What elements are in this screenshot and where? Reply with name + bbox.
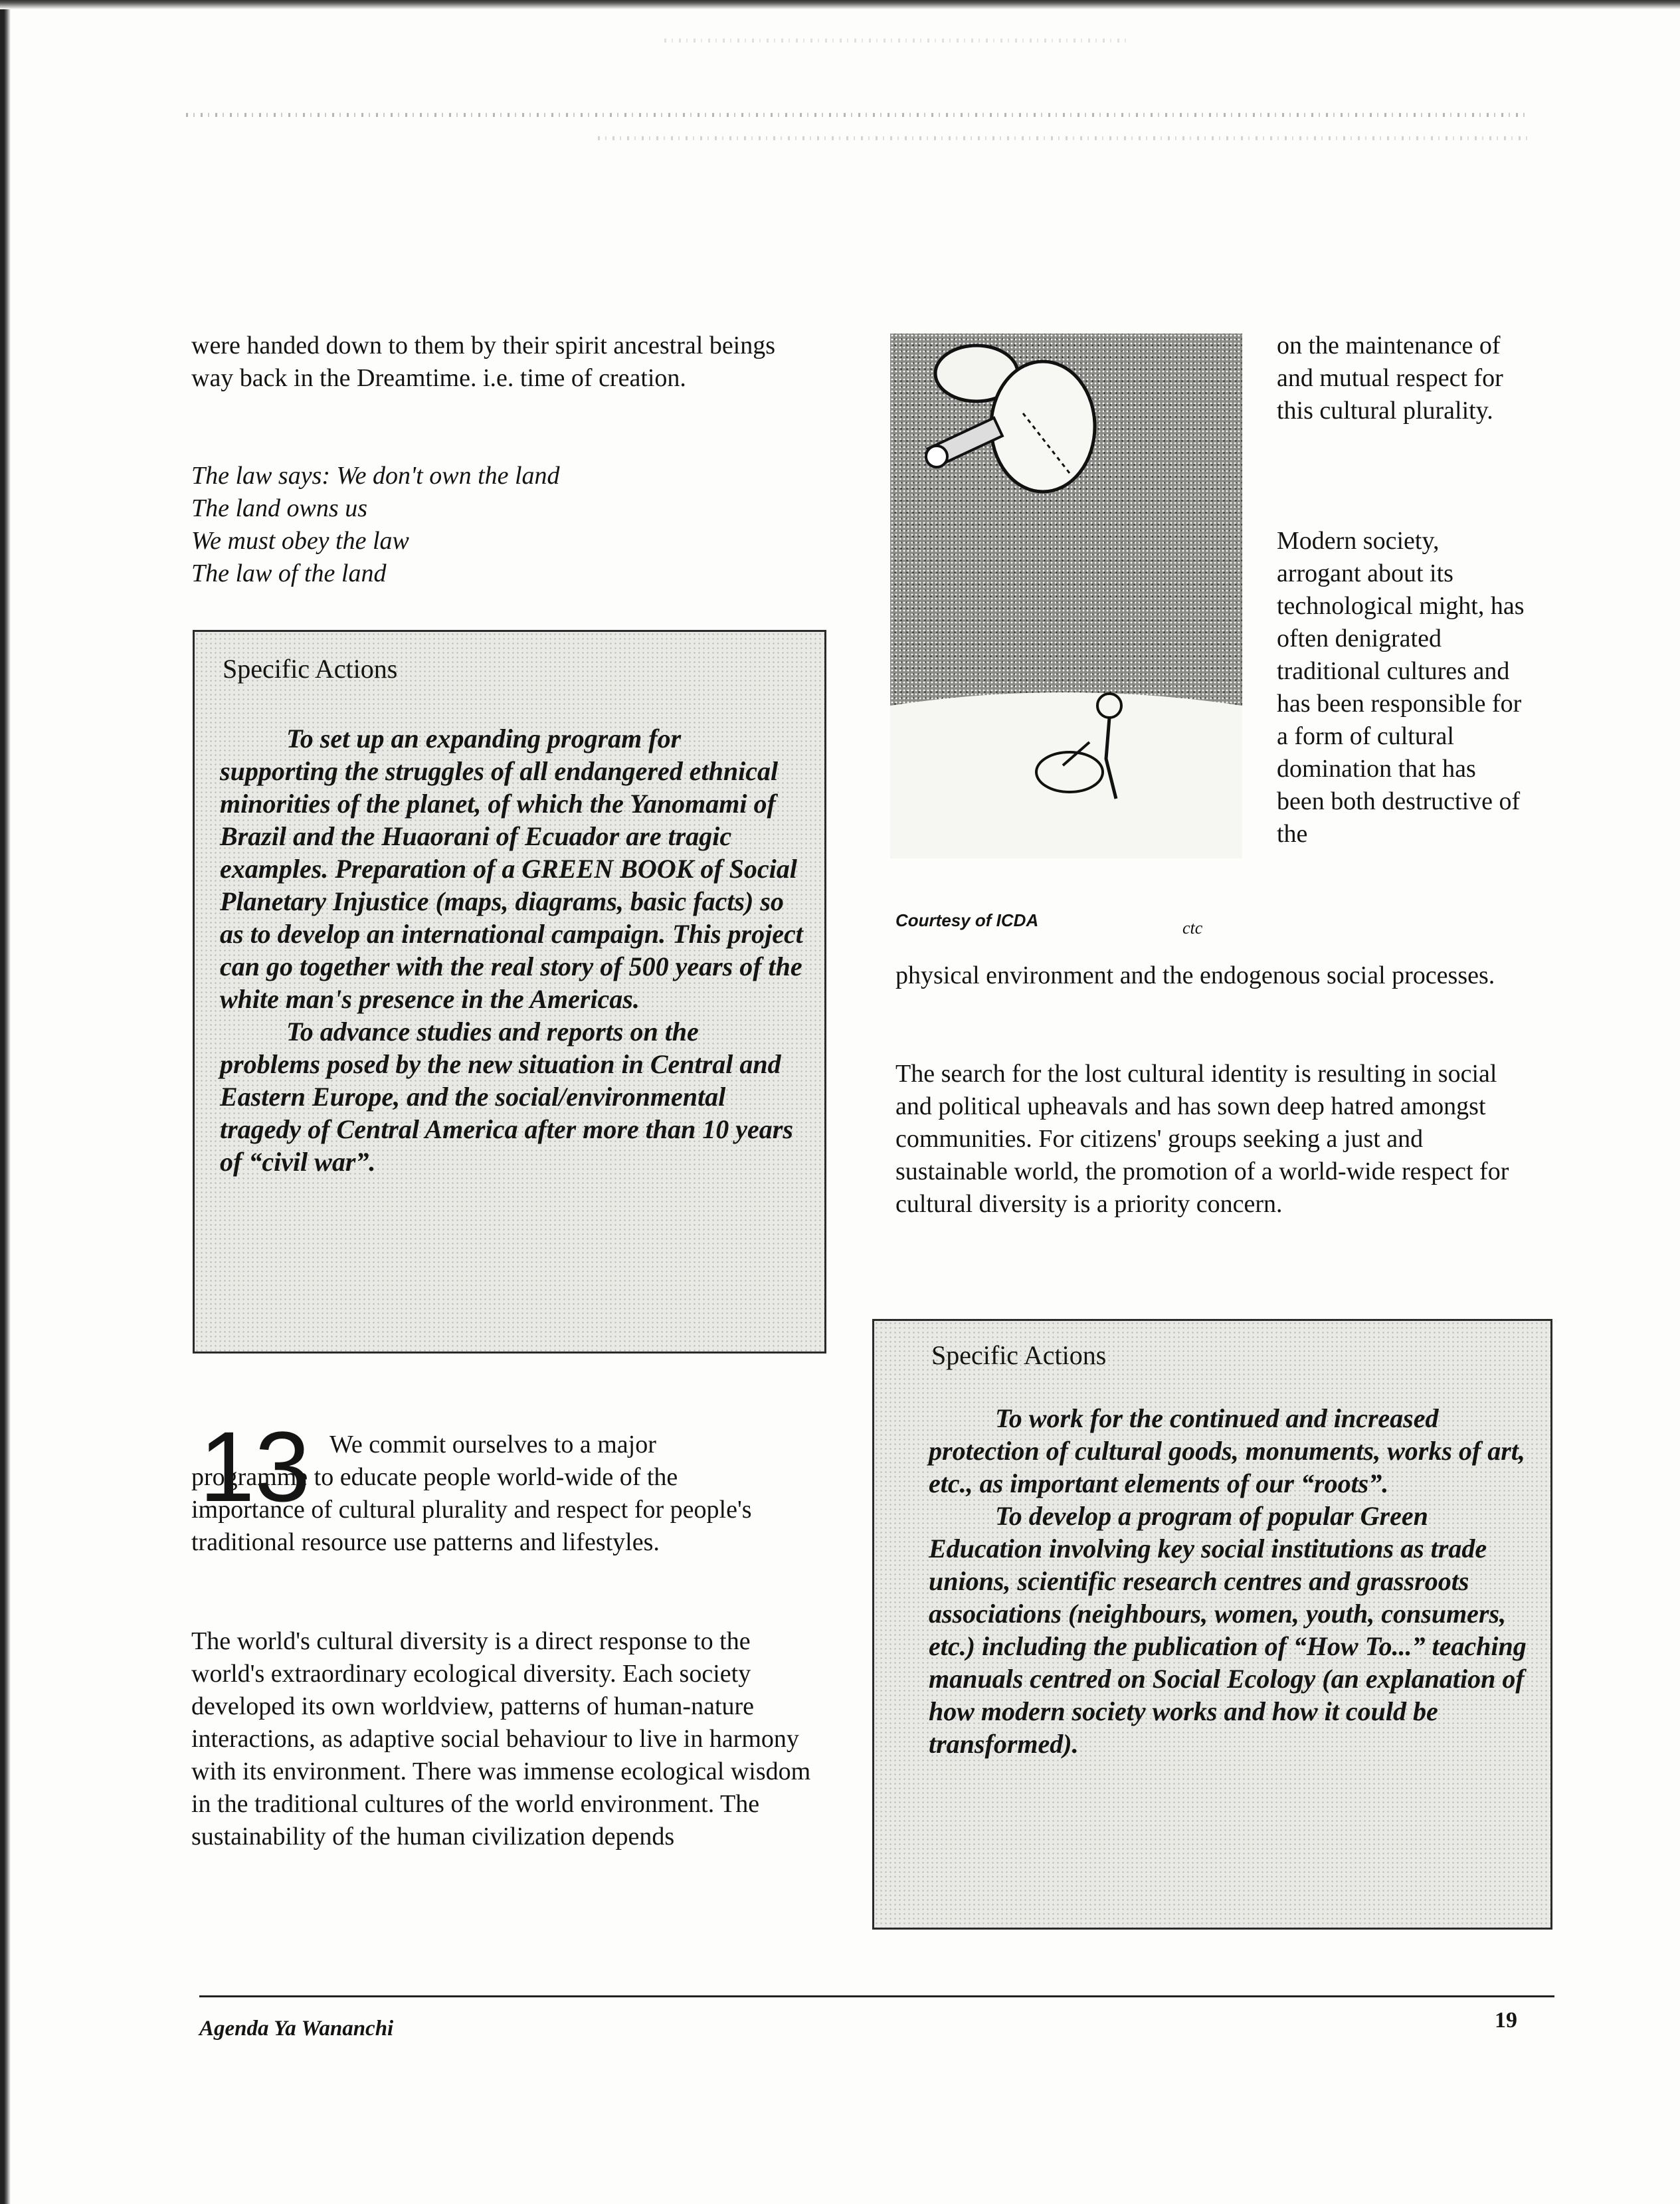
commitment-number: 13 [199, 1411, 310, 1522]
wrap-paragraph-1 [1277, 330, 1529, 460]
specific-actions-box-right [872, 1319, 1552, 1930]
poem-line: We must obey the law [191, 527, 409, 555]
cartoon-illustration [890, 334, 1242, 858]
satellite-dish-figure-drawing [890, 334, 1242, 858]
diversity-text: The world's cultural diversity is a direct response to the world's extraordinary ecological diversity. Each society developed its own worldview, patterns of human-nature interactions, as adaptive social behaviour to live in harmony with its environment. There was immense ecological wisdom in the traditional cultures of the world environment. The sustainability of the human civilization depends [191, 1627, 811, 1851]
law-poem [191, 460, 789, 590]
illustration-caption: Courtesy of ICDA [895, 910, 1039, 930]
scan-edge [0, 0, 11, 2204]
search-paragraph [895, 1058, 1533, 1254]
wrap-text-2: Modern society, arrogant about its technological might, has often denigrated traditional cultures and has been responsible for a form of cultural domination that has been both destructive of the [1277, 527, 1525, 848]
specific-actions-box-left [193, 630, 826, 1353]
commitment-paragraph [191, 1429, 776, 1592]
page-number: 19 [1495, 2008, 1517, 2033]
action-paragraph: To develop a program of popular Green Education involving key social institutions as trade unions, scientific research centres and grassroots associations (neighbours, women, youth, consumers, etc.) including the publication of “How To...” teaching manuals centred on Social Ecology (an explanation of how modern society works and how it could be transformed). [929, 1501, 1527, 1759]
intro-text: were handed down to them by their spirit ancestral beings way back in the Dreamtime. i.e. time of creation. [191, 332, 776, 392]
wrap-paragraph-2 [1277, 525, 1529, 884]
publication-name: Agenda Ya Wananchi [199, 2017, 394, 2041]
diversity-paragraph [191, 1625, 829, 1886]
box-title: Specific Actions [223, 654, 398, 684]
box-title: Specific Actions [931, 1340, 1107, 1370]
action-paragraph: To set up an expanding program for supporting the struggles of all endangered ethnical minorities of the planet, of which the Yanomami of Brazil and the Huaorani of Ecuador are tragic examples. Preparation of a GREEN BOOK of Social Planetary Injustice (maps, diagrams, basic facts) so as to develop an international campaign. This project can go together with the real story of 500 years of the white man's presence in the Americas. [220, 724, 803, 1014]
continuation-paragraph [895, 959, 1533, 1025]
poem-line: The law of the land [191, 559, 387, 587]
intro-paragraph [191, 330, 789, 428]
box-body [220, 722, 804, 1178]
scan-noise [664, 39, 1129, 43]
poem-line: The law says: We don't own the land [191, 462, 560, 490]
scan-noise [598, 136, 1528, 140]
commitment-text: We commit ourselves to a major programme to educate people world-wide of the importance of cultural plurality and respect for people's traditional resource use patterns and lifestyles. [191, 1431, 752, 1556]
scan-edge-top [0, 0, 1680, 9]
box-body [929, 1402, 1530, 1760]
illustration-signature: ctc [1182, 918, 1203, 938]
footer-rule [199, 1995, 1554, 1997]
continuation-text: physical environment and the endogenous social processes. [895, 961, 1495, 989]
action-paragraph: To work for the continued and increased protection of cultural goods, monuments, works of art, etc., as important elements of our “roots”. [929, 1403, 1525, 1498]
action-paragraph: To advance studies and reports on the problems posed by the new situation in Central and Eastern Europe, and the social/environmental tragedy of Central America after more than 10 years of “civil war”. [220, 1017, 793, 1177]
search-text: The search for the lost cultural identity is resulting in social and political upheavals and has sown deep hatred amongst communities. For citizens' groups seeking a just and sustainable world, the promotion of a world-wide respect for cultural diversity is a priority concern. [895, 1060, 1509, 1218]
poem-line: The land owns us [191, 494, 367, 522]
wrap-text-1: on the maintenance of and mutual respect for this cultural plurality. [1277, 332, 1503, 425]
scan-noise [186, 113, 1528, 117]
